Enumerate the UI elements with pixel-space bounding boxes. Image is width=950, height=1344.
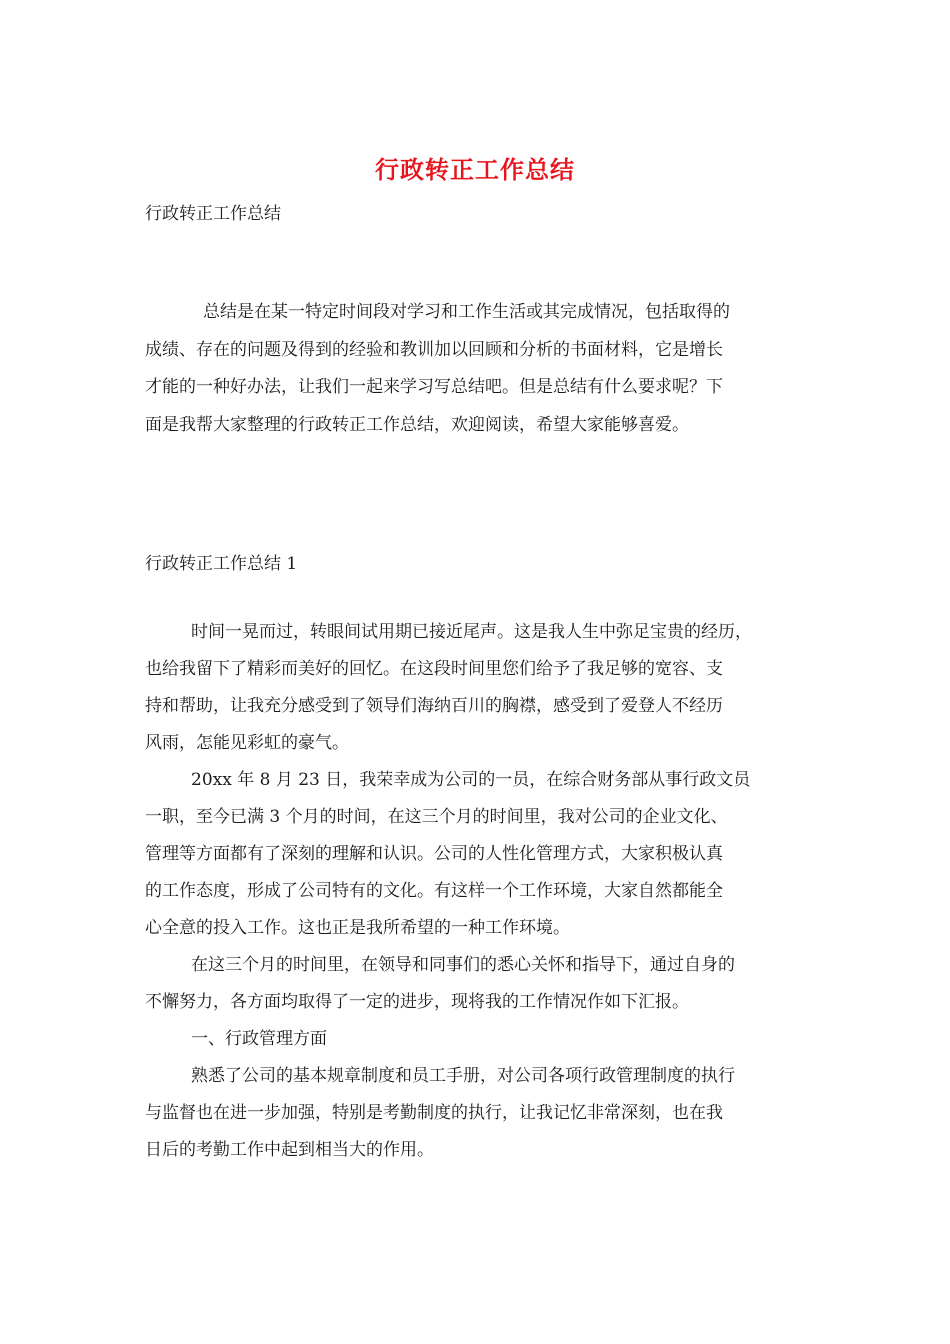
document-subtitle: 行政转正工作总结 — [145, 204, 281, 224]
intro-line: 成绩、存在的问题及得到的经验和教训加以回顾和分析的书面材料，它是增长 — [145, 339, 723, 360]
body-line: 一职，至今已满 3 个月的时间，在这三个月的时间里，我对公司的企业文化、 — [145, 807, 728, 827]
body-line: 的工作态度，形成了公司特有的文化。有这样一个工作环境，大家自然都能全 — [145, 881, 723, 901]
body-line: 管理等方面都有了深刻的理解和认识。公司的人性化管理方式，大家积极认真 — [145, 844, 723, 864]
subsection-heading: 一、行政管理方面 — [191, 1029, 327, 1049]
body-line: 也给我留下了精彩而美好的回忆。在这段时间里您们给予了我足够的宽容、支 — [145, 659, 723, 679]
body-line: 20xx 年 8 月 23 日，我荣幸成为公司的一员，在综合财务部从事行政文员 — [191, 770, 751, 790]
body-line: 持和帮助，让我充分感受到了领导们海纳百川的胸襟，感受到了爱登人不经历 — [145, 696, 723, 716]
intro-line: 才能的一种好办法，让我们一起来学习写总结吧。但是总结有什么要求呢？下 — [145, 377, 723, 397]
body-line: 风雨，怎能见彩虹的豪气。 — [145, 733, 349, 753]
body-line: 与监督也在进一步加强，特别是考勤制度的执行，让我记忆非常深刻，也在我 — [145, 1103, 723, 1123]
body-line: 在这三个月的时间里，在领导和同事们的悉心关怀和指导下，通过自身的 — [191, 955, 735, 975]
body-line: 熟悉了公司的基本规章制度和员工手册，对公司各项行政管理制度的执行 — [191, 1066, 735, 1086]
body-line: 不懈努力，各方面均取得了一定的进步，现将我的工作情况作如下汇报。 — [145, 992, 689, 1012]
intro-paragraph — [145, 294, 810, 444]
intro-line: 总结是在某一特定时间段对学习和工作生活或其完成情况，包括取得的 — [203, 302, 730, 322]
intro-line: 面是我帮大家整理的行政转正工作总结，欢迎阅读，希望大家能够喜爱。 — [145, 414, 689, 435]
body-line: 时间一晃而过，转眼间试用期已接近尾声。这是我人生中弥足宝贵的经历， — [191, 622, 752, 642]
document-title: 行政转正工作总结 — [375, 155, 575, 184]
body-line: 日后的考勤工作中起到相当大的作用。 — [145, 1140, 434, 1160]
section-body — [145, 614, 810, 1169]
body-line: 心全意的投入工作。这也正是我所希望的一种工作环境。 — [145, 918, 570, 938]
section-heading: 行政转正工作总结 1 — [145, 554, 298, 574]
